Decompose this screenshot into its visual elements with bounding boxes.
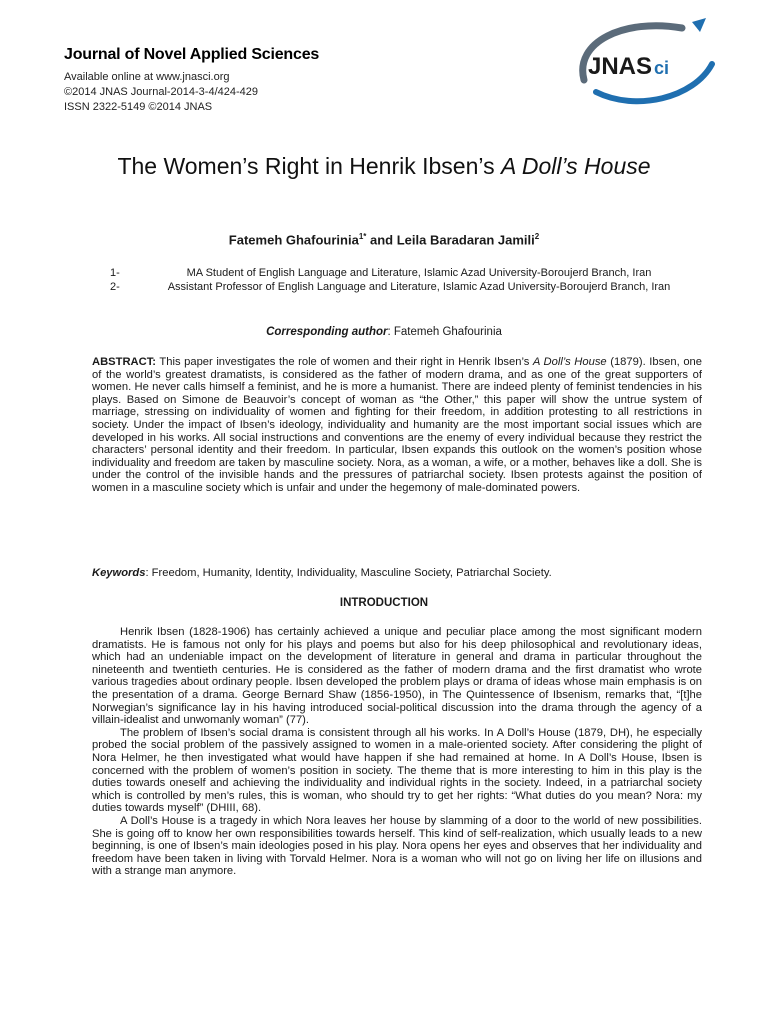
affiliation-number: 2- <box>110 281 120 293</box>
author-2: Leila Baradaran Jamili <box>396 232 535 248</box>
header-issn: ISSN 2322-5149 ©2014 JNAS <box>64 101 213 113</box>
affiliations <box>110 266 700 294</box>
affiliation-text: Assistant Professor of English Language and Literature, Islamic Azad University-Boroujerd Branch, Iran <box>167 281 671 293</box>
svg-text:ci: ci <box>654 58 670 78</box>
affiliation-text: MA Student of English Language and Literature, Islamic Azad University-Boroujerd Branch, Iran <box>186 267 652 279</box>
svg-text:JNAS: JNAS <box>588 53 653 80</box>
jnasci-logo <box>566 14 716 114</box>
journal-name: Journal of Novel Applied Sciences <box>64 46 320 63</box>
keywords-text: : Freedom, Humanity, Identity, Individuality, Masculine Society, Patriarchal Society. <box>145 567 552 579</box>
intro-paragraph: Henrik Ibsen (1828-1906) has certainly achieved a unique and peculiar place among the most significant modern dramatists. He is famous not only for his plays and poems but also for his deep philosophical and revolutionary ideas, which had an undeniable impact on the development of literature in general and drama in particular throughout the nineteenth and twentieth centuries. He is considered as the father of modern drama and the first dramatist who wrote various tragedies about ordinary people. Ibsen developed the problem plays or drama of ideas whose main emphasis is on the presentation of a drama. George Bernard Shaw (1856-1950), in The Quintessence of Ibsenism, remarks that, “[t]he Norwegian’s significance lay in his having introduced social-political discussion into the drama through the agency of a villain-idealist and unwomanly woman” (77). <box>92 626 702 727</box>
corresponding-label: Corresponding author <box>266 326 388 338</box>
journal-header <box>64 46 464 115</box>
abstract-italic: A Doll’s House <box>532 356 607 368</box>
title-italic: A Doll’s House <box>500 153 651 179</box>
intro-paragraph: A Doll’s House is a tragedy in which Nora leaves her house by slamming of a door to the world of new possibilities. She is going off to know her own responsibilities towards herself. This kind of self-realization, which usually leads to a new beginning, is one of Ibsen’s main ideologies posed in his play. Nora opens her eyes and observes that her individuality and freedom have been taken in living with Torvald Helmer. Nora is a woman who will not go on living her life on illusions and with a strange man anymore. <box>92 814 702 878</box>
author-1-mark: 1* <box>358 232 367 241</box>
author-2-mark: 2 <box>534 232 540 241</box>
abstract-text-2: (1879). Ibsen, one of the world’s greatest dramatists, is considered as the father of modern drama, and as one of the great supporters of women. He never calls himself a feminist, and he is more a humanist. There are indeed plenty of feminist tendencies in his plays. Based on Simone de Beauvoir’s concept of woman as “the Other,” this paper will show the untrue system of marriage, stressing on individuality of women and fighting for their freedom, in addition protesting to all restrictions in society. Under the impact of Ibsen’s ideology, individuality and humanity are the most important social issues which are developed in his works. All social instructions and conventions are the enemy of every individual because they restrict the characters’ personal identity and their freedom. In particular, Ibsen expands this outlook on the women’s position whose individuality and freedom are taken by masculine society. Nora, as a woman, a wife, or a mother, behaves like a doll. She is under the control of the invisible hands and the pressures of patriarchal society. Ibsen protests against the position of women in a masculine society which is unfair and under the hegemony of male-dominated powers. <box>92 356 702 494</box>
affiliation-2 <box>110 280 700 294</box>
author-1: Fatemeh Ghafourinia <box>228 232 359 248</box>
keywords-label: Keywords <box>92 567 146 579</box>
title-main: The Women’s Right in Henrik Ibsen’s <box>117 153 501 179</box>
section-heading: INTRODUCTION <box>339 597 429 609</box>
abstract-text-1: This paper investigates the role of women and their right in Henrik Ibsen’s <box>156 356 533 368</box>
header-website: Available online at www.jnasci.org <box>64 71 230 83</box>
author-join: and <box>366 232 397 248</box>
abstract-label: ABSTRACT: <box>92 356 157 368</box>
keywords <box>92 567 702 580</box>
abstract <box>92 356 702 495</box>
author-line <box>60 232 708 247</box>
corresponding-name: : Fatemeh Ghafourinia <box>387 326 502 338</box>
affiliation-1 <box>110 266 700 280</box>
introduction-body <box>92 626 702 878</box>
affiliation-number: 1- <box>110 267 120 279</box>
header-copyright: ©2014 JNAS Journal-2014-3-4/424-429 <box>64 86 259 98</box>
paper-title <box>90 150 678 183</box>
corresponding-author <box>60 326 708 338</box>
intro-paragraph: The problem of Ibsen’s social drama is consistent through all his works. In A Doll’s House (1879, DH), he especially probed the social problem of the passively assigned to women in a male-oriented society. After considering the plight of Nora Helmer, he then investigated what would have happen if she had remained at home. In A Doll’s House, Ibsen is concerned with the problem of women’s position in society. The theme that is more interesting to him in this play is the duties towards oneself and achieving the individuality and individual rights in the society. Indeed, in a patriarchal society which is controlled by men’s rules, this is woman, who should try to get her rights: “What duties do you mean? Nora: my duties towards myself” (DHIII, 68). <box>92 726 702 815</box>
